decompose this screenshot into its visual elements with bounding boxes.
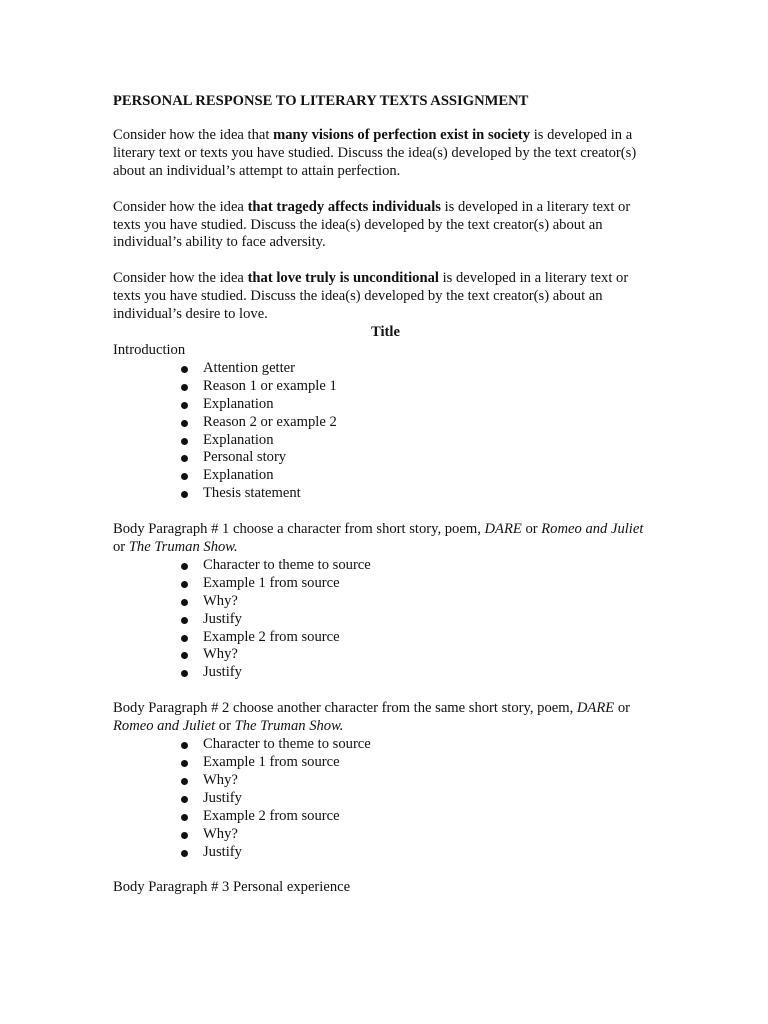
bullet-icon	[181, 814, 188, 821]
bullet-icon	[181, 796, 188, 803]
list-item	[181, 432, 658, 450]
bullet-icon	[181, 491, 188, 498]
prompt-text: is developed in a literary text or texts you have studied. Discuss the idea(s) developed by the text creator(s) about an individual’s ability to face adversity.	[113, 198, 631, 251]
bullet-icon	[181, 742, 188, 749]
list-item	[181, 646, 658, 664]
label-text: or	[113, 539, 129, 556]
essay-title: Title	[371, 324, 400, 341]
bullet-icon	[181, 670, 188, 677]
list-item-text: Justify	[203, 843, 242, 860]
bullet-icon	[181, 402, 188, 409]
body-paragraph-1-label	[113, 521, 658, 557]
prompt-text: is developed in a literary text or texts you have studied. Discuss the idea(s) developed by the text creator(s) about an individual’s attempt to attain perfection.	[113, 126, 637, 179]
list-item	[181, 414, 658, 432]
list-item	[181, 360, 658, 378]
source-title: Romeo and Juliet	[113, 718, 216, 735]
list-item-text: Why?	[203, 771, 238, 788]
list-item-text: Character to theme to source	[203, 736, 371, 753]
prompt-love	[113, 270, 658, 324]
label-text: or	[215, 718, 235, 735]
source-title: The Truman Show.	[128, 539, 238, 556]
list-item	[181, 754, 658, 772]
prompt-perfection	[113, 127, 658, 181]
document-page	[113, 93, 658, 897]
list-item	[181, 772, 658, 790]
list-item	[181, 485, 658, 503]
list-item-text: Personal story	[203, 449, 287, 466]
list-item-text: Explanation	[203, 431, 274, 448]
list-item-text: Example 1 from source	[203, 574, 340, 591]
introduction-label: Introduction	[113, 341, 186, 358]
prompt-text: Consider how the idea	[113, 270, 248, 287]
label-text: Body Paragraph # 1 choose a character from short story, poem,	[113, 521, 485, 538]
label-text: or	[521, 521, 542, 538]
source-title: DARE	[484, 521, 522, 538]
list-item-text: Example 1 from source	[203, 754, 340, 770]
list-item-text: Reason 1 or example 1	[203, 377, 337, 394]
bullet-icon	[181, 652, 188, 659]
list-item	[181, 844, 658, 862]
source-title: Romeo and Juliet	[541, 521, 644, 538]
body-paragraph-2-label	[113, 700, 658, 736]
bullet-icon	[181, 473, 188, 480]
body-paragraph-1-list	[113, 557, 658, 682]
list-item	[181, 449, 658, 467]
document-heading: PERSONAL RESPONSE TO LITERARY TEXTS ASSIGNMENT	[113, 93, 529, 109]
prompt-text: Consider how the idea that	[113, 126, 274, 143]
bullet-icon	[181, 366, 188, 373]
list-item	[181, 629, 658, 647]
prompt-key-idea: that love truly is unconditional	[247, 270, 439, 287]
list-item-text: Example 2 from source	[203, 807, 340, 824]
bullet-icon	[181, 760, 188, 767]
list-item-text: Why?	[203, 646, 238, 663]
list-item-text: Character to theme to source	[203, 556, 371, 573]
bullet-icon	[181, 438, 188, 445]
introduction-list	[113, 360, 658, 503]
source-title: DARE	[576, 700, 615, 717]
bullet-icon	[181, 563, 188, 570]
list-item	[181, 396, 658, 414]
list-item-text: Example 2 from source	[203, 628, 340, 645]
source-title: The Truman Show.	[234, 718, 344, 735]
list-item	[181, 736, 658, 754]
bullet-icon	[181, 455, 188, 462]
body-paragraph-2-list	[113, 736, 658, 861]
list-item-text: Why?	[203, 592, 238, 609]
bullet-icon	[181, 599, 188, 606]
body-paragraph-3-label: Body Paragraph # 3 Personal experience	[113, 879, 351, 896]
list-item-text: Explanation	[203, 395, 274, 412]
list-item-text: Justify	[203, 610, 242, 627]
prompt-key-idea: many visions of perfection exist in society	[273, 126, 531, 143]
list-item	[181, 593, 658, 611]
list-item	[181, 611, 658, 629]
list-item	[181, 808, 658, 826]
prompt-tragedy	[113, 199, 658, 253]
list-item	[181, 664, 658, 682]
bullet-icon	[181, 581, 188, 588]
list-item	[181, 467, 658, 485]
list-item-text: Reason 2 or example 2	[203, 413, 337, 430]
list-item-text: Thesis statement	[203, 485, 301, 502]
list-item-text: Why?	[203, 825, 238, 842]
list-item-text: Explanation	[203, 467, 274, 484]
bullet-icon	[181, 384, 188, 391]
list-item	[181, 575, 658, 593]
list-item	[181, 557, 658, 575]
list-item	[181, 826, 658, 844]
bullet-icon	[181, 832, 188, 839]
label-text: or	[614, 700, 630, 717]
bullet-icon	[181, 635, 188, 642]
label-text: Body Paragraph # 2 choose another character from the same short story, poem,	[113, 700, 577, 717]
list-item-text: Attention getter	[203, 359, 295, 376]
list-item	[181, 790, 658, 808]
prompt-text: is developed in a literary text or texts you have studied. Discuss the idea(s) developed by the text creator(s) about an individual’s desire to love.	[113, 270, 629, 323]
bullet-icon	[181, 850, 188, 857]
list-item-text: Justify	[203, 664, 242, 681]
bullet-icon	[181, 420, 188, 427]
list-item-text: Justify	[203, 789, 242, 806]
prompt-text: Consider how the idea	[113, 198, 248, 215]
list-item	[181, 378, 658, 396]
bullet-icon	[181, 778, 188, 785]
prompt-key-idea: that tragedy affects individuals	[247, 198, 441, 215]
bullet-icon	[181, 617, 188, 624]
